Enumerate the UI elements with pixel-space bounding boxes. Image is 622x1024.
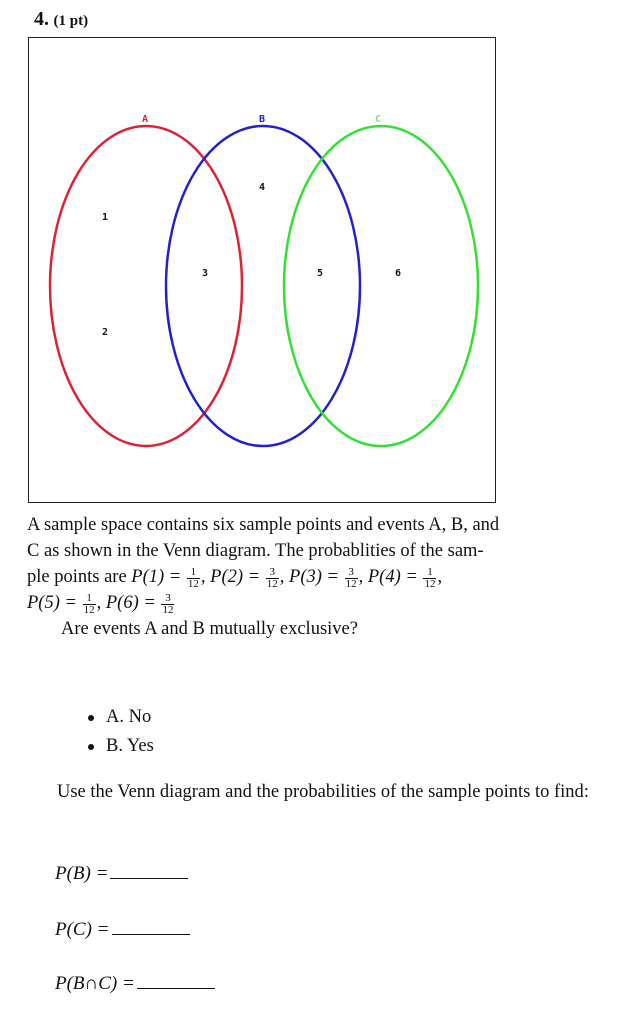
answer-pbc-blank[interactable] [137,972,215,989]
answer-row-pb [55,862,188,886]
problem-line-4: P(5) = $\frac{1}{12}$ , P(6) = $\frac{3}{12}$ [27,591,174,616]
answer-pc-blank[interactable] [112,918,190,935]
prob-2-label: P(2) = [210,567,261,587]
choice-yes[interactable]: B. Yes [88,732,154,761]
point-6-label: 6 [395,268,402,279]
instruction-text [27,779,613,805]
answer-row-pbc [55,972,215,996]
prob-3-label: P(3) = [289,567,339,587]
answer-row-pc [55,918,190,942]
problem-statement [27,512,613,642]
prob-4-den: 12 [424,577,436,590]
point-1-label: 1 [102,212,109,223]
prob-2-fraction [266,567,279,590]
prob-6-num: 3 [165,591,171,604]
prob-6-label: P(6) = [105,593,156,613]
prob-1-fraction [187,567,200,590]
point-2-label: 2 [102,327,109,338]
prob-3-den: 12 [345,577,357,590]
prob-1-den: 12 [187,577,199,590]
prob-5-fraction [83,593,96,616]
answer-pb-label: P(B) = [55,863,109,884]
point-5-label: 5 [317,268,324,279]
prob-5-label: P(5) = [27,593,77,613]
choice-no[interactable]: A. No [88,703,154,732]
prob-2-den: 12 [266,577,278,590]
prob-5-den: 12 [83,603,95,616]
instruction-content: Use the Venn diagram and the probabilities of the sample points to find: [57,782,589,802]
set-b-label: B [259,114,266,125]
set-c-ellipse [284,126,478,446]
question-text: Are events A and B mutually exclusive? [61,619,358,639]
problem-line-3: ple points are P(1) = $\frac{1}{12}$ , P(2) = $\frac{3}{12}$ , P(3) = $\frac{3}{12}$ , P(4) = $\frac{1}{12}$ , [27,565,443,590]
prob-4-fraction [423,567,436,590]
problem-line-1: A sample space contains six sample points and events A, B, and [27,515,500,535]
prob-2-num: 3 [269,565,276,578]
probability-intro: ple points are [27,567,127,587]
prob-4-num: 1 [427,565,433,578]
problem-header [34,8,88,32]
problem-line-2: C as shown in the Venn diagram. The probablities of the sam- [27,541,484,561]
set-b-ellipse [166,126,360,446]
point-3-label: 3 [202,268,209,279]
prob-5-num: 1 [86,591,92,604]
answer-choices [88,703,154,761]
prob-3-num: 3 [348,565,354,578]
set-c-label: C [375,114,382,125]
prob-3-fraction [345,567,358,590]
answer-pbc-label: P(B∩C) = [55,973,135,994]
prob-6-den: 12 [162,603,174,616]
venn-svg [29,38,495,502]
answer-pc-label: P(C) = [55,919,110,940]
venn-diagram [28,37,496,503]
prob-4-label: P(4) = [367,567,418,587]
set-a-ellipse [50,126,242,446]
prob-1-num: 1 [190,565,197,578]
set-a-label: A [142,114,149,125]
problem-points: (1 pt) [53,13,89,29]
prob-1-label: P(1) = [131,567,182,587]
prob-6-fraction [161,593,174,616]
point-4-label: 4 [259,182,266,193]
answer-pb-blank[interactable] [110,862,188,879]
problem-number: 4. [34,8,49,30]
